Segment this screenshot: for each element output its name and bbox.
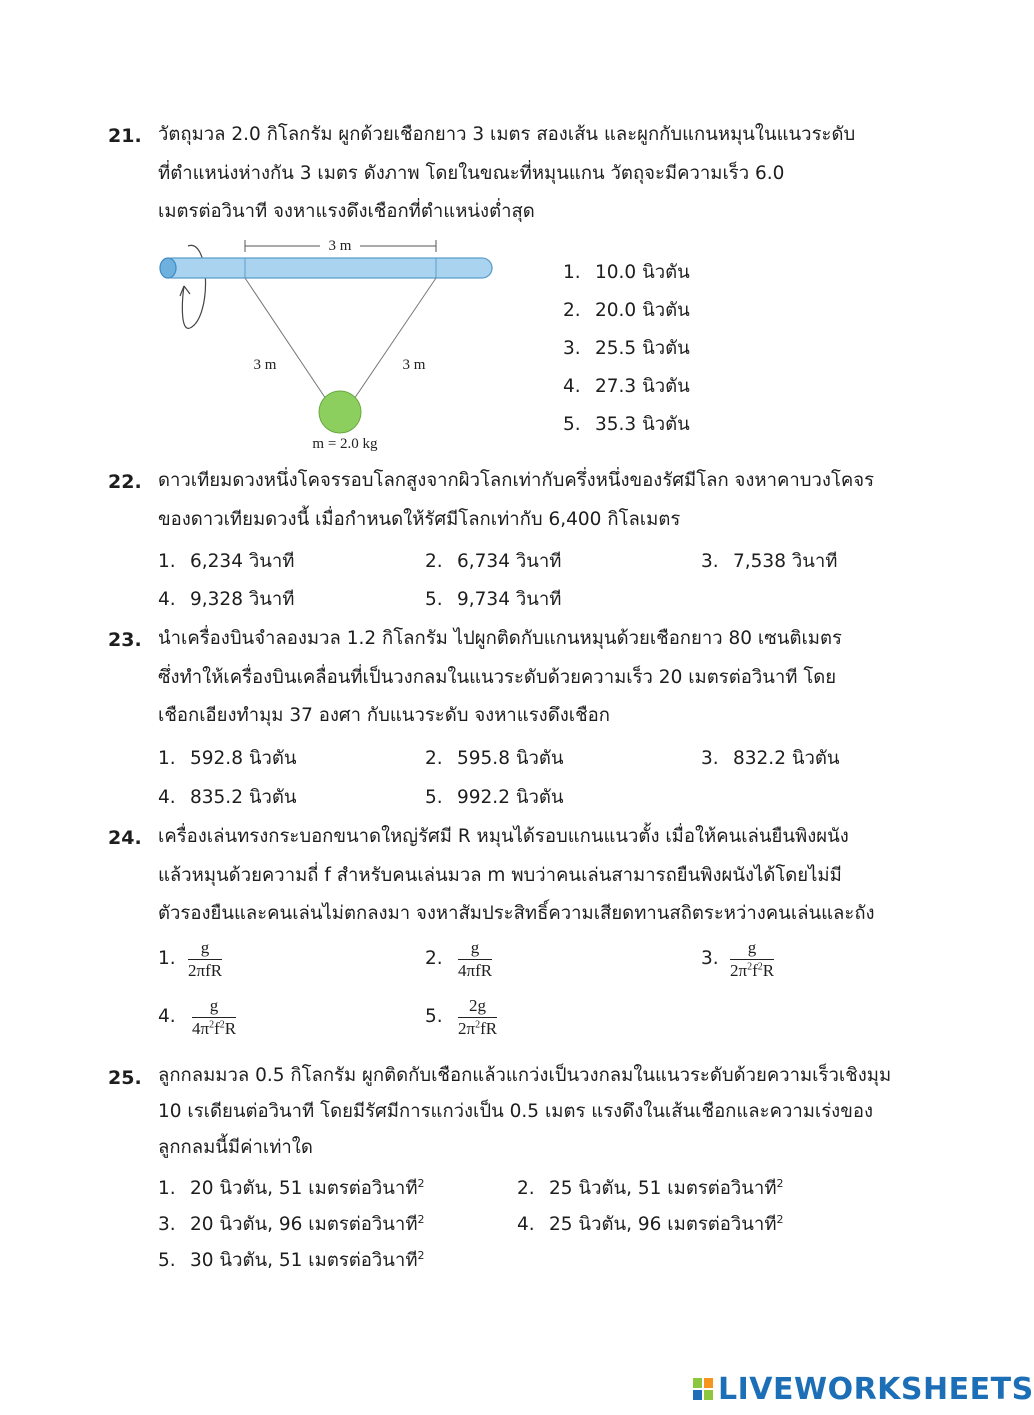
question-24-line-2: แล้วหมุนด้วยความถี่ f สำหรับคนเล่นมวล m พบว่าคนเล่นสามารถยืนพิงผนังได้โดยไม่มี [158, 864, 842, 886]
q25-option-3: 3. 20 นิวตัน, 96 เมตรต่อวินาที$^2$ [158, 1212, 425, 1235]
q24-option-3-fraction: $\frac{g}{2\pi^2f^2R}$ [730, 938, 775, 980]
q24-option-3-number: 3. [701, 948, 719, 969]
q24-option-1-number: 1. [158, 948, 176, 969]
question-21-line-3: เมตรต่อวินาที จงหาแรงดึงเชือกที่ตำแหน่งต่ำสุด [158, 201, 535, 222]
right-string [350, 278, 436, 405]
q25-option-4: 4. 25 นิวตัน, 96 เมตรต่อวินาที$^2$ [517, 1212, 784, 1235]
rod-end-cap [160, 258, 176, 278]
question-25-line-2: 10 เรเดียนต่อวินาที โดยมีรัศมีการแกว่งเป็น 0.5 เมตร แรงดึงในเส้นเชือกและความเร่งของ [158, 1101, 874, 1122]
q24-option-5-number: 5. [425, 1006, 443, 1027]
question-24-line-3: ตัวรองยืนและคนเล่นไม่ตกลงมา จงหาสัมประสิทธิ์ความเสียดทานสถิตระหว่างคนเล่นและถัง [158, 903, 875, 924]
question-23-line-3: เชือกเอียงทำมุม 37 องศา กับแนวระดับ จงหาแรงดึงเชือก [158, 705, 610, 726]
question-23-line-2: ซึ่งทำให้เครื่องบินเคลื่อนที่เป็นวงกลมในแนวระดับด้วยความเร็ว 20 เมตรต่อวินาที โดย [158, 666, 837, 688]
question-21-text [158, 116, 898, 232]
question-21-line-1: วัตถุมวล 2.0 กิโลกรัม ผูกด้วยเชือกยาว 3 เมตร สองเส้น และผูกกับแกนหมุนในแนวระดับ [158, 124, 856, 145]
q24-option-5-fraction: $\frac{2g}{2\pi^2fR}$ [458, 996, 498, 1038]
q23-option-5: 5. 992.2 นิวตัน [425, 787, 564, 808]
question-21-line-2: ที่ตำแหน่งห่างกัน 3 เมตร ดังภาพ โดยในขณะที่หมุนแกน วัตถุจะมีความเร็ว 6.0 [158, 162, 785, 184]
liveworksheets-logo-icon [693, 1378, 715, 1402]
q25-option-5: 5. 30 นิวตัน, 51 เมตรต่อวินาที$^2$ [158, 1248, 425, 1271]
question-22-text [158, 462, 898, 539]
mass-ball [319, 391, 361, 433]
q24-option-2-fraction: g 4πfR [458, 938, 493, 980]
question-24-line-1: เครื่องเล่นทรงกระบอกขนาดใหญ่รัศมี R หมุนได้รอบแกนแนวตั้ง เมื่อให้คนเล่นยืนพิงผนัง [158, 826, 849, 847]
q23-option-1: 1. 592.8 นิวตัน [158, 748, 297, 769]
horizontal-rod [162, 258, 492, 278]
question-25-line-1: ลูกกลมมวล 0.5 กิโลกรัม ผูกติดกับเชือกแล้วแกว่งเป็นวงกลมในแนวระดับด้วยความเร็วเชิงมุม [158, 1065, 892, 1086]
q24-option-2-number: 2. [425, 948, 443, 969]
mass-label: m = 2.0 kg [312, 436, 378, 452]
question-25-number: 25. [108, 1067, 142, 1089]
q21-option-5: 5. 35.3 นิวตัน [563, 414, 690, 435]
q22-option-2: 2. 6,734 วินาที [425, 551, 562, 572]
q21-option-3: 3. 25.5 นิวตัน [563, 338, 690, 359]
top-dimension-label: 3 m [328, 238, 352, 254]
q22-option-5: 5. 9,734 วินาที [425, 589, 562, 610]
q21-option-4: 4. 27.3 นิวตัน [563, 376, 690, 397]
q23-option-2: 2. 595.8 นิวตัน [425, 748, 564, 769]
q24-option-1-fraction: g 2πfR [188, 938, 223, 980]
question-23-text [158, 620, 898, 736]
question-25-text [158, 1058, 898, 1166]
q22-option-4: 4. 9,328 วินาที [158, 589, 295, 610]
q23-option-4: 4. 835.2 นิวตัน [158, 787, 297, 808]
q23-option-3: 3. 832.2 นิวตัน [701, 748, 840, 769]
question-24-number: 24. [108, 827, 142, 849]
question-22-line-2: ของดาวเทียมดวงนี้ เมื่อกำหนดให้รัศมีโลกเท่ากับ 6,400 กิโลเมตร [158, 508, 681, 530]
question-22-number: 22. [108, 471, 142, 493]
question-23-number: 23. [108, 629, 142, 651]
q22-option-3: 3. 7,538 วินาที [701, 551, 838, 572]
question-22-line-1: ดาวเทียมดวงหนึ่งโคจรรอบโลกสูงจากผิวโลกเท่ากับครึ่งหนึ่งของรัศมีโลก จงหาคาบวงโคจร [158, 470, 875, 491]
question-23-line-1: นำเครื่องบินจำลองมวล 1.2 กิโลกรัม ไปผูกติดกับแกนหมุนด้วยเชือกยาว 80 เซนติเมตร [158, 628, 842, 649]
q25-option-1: 1. 20 นิวตัน, 51 เมตรต่อวินาที$^2$ [158, 1176, 425, 1199]
q25-option-2: 2. 25 นิวตัน, 51 เมตรต่อวินาที$^2$ [517, 1176, 784, 1199]
q24-option-4-number: 4. [158, 1006, 176, 1027]
q21-option-1: 1. 10.0 นิวตัน [563, 262, 690, 283]
question-25-line-3: ลูกกลมนี้มีค่าเท่าใด [158, 1137, 313, 1158]
rotating-rod-diagram [150, 230, 510, 455]
right-string-label: 3 m [402, 357, 426, 373]
q24-option-4-fraction: $\frac{g}{4\pi^2f^2R}$ [192, 996, 237, 1038]
q21-option-2: 2. 20.0 นิวตัน [563, 300, 690, 321]
left-string-label: 3 m [253, 357, 277, 373]
liveworksheets-logo[interactable]: LIVEWORKSHEETS [718, 1372, 1034, 1407]
question-24-text [158, 818, 898, 934]
left-string [245, 278, 330, 405]
q22-option-1: 1. 6,234 วินาที [158, 551, 295, 572]
question-21-number: 21. [108, 125, 142, 147]
